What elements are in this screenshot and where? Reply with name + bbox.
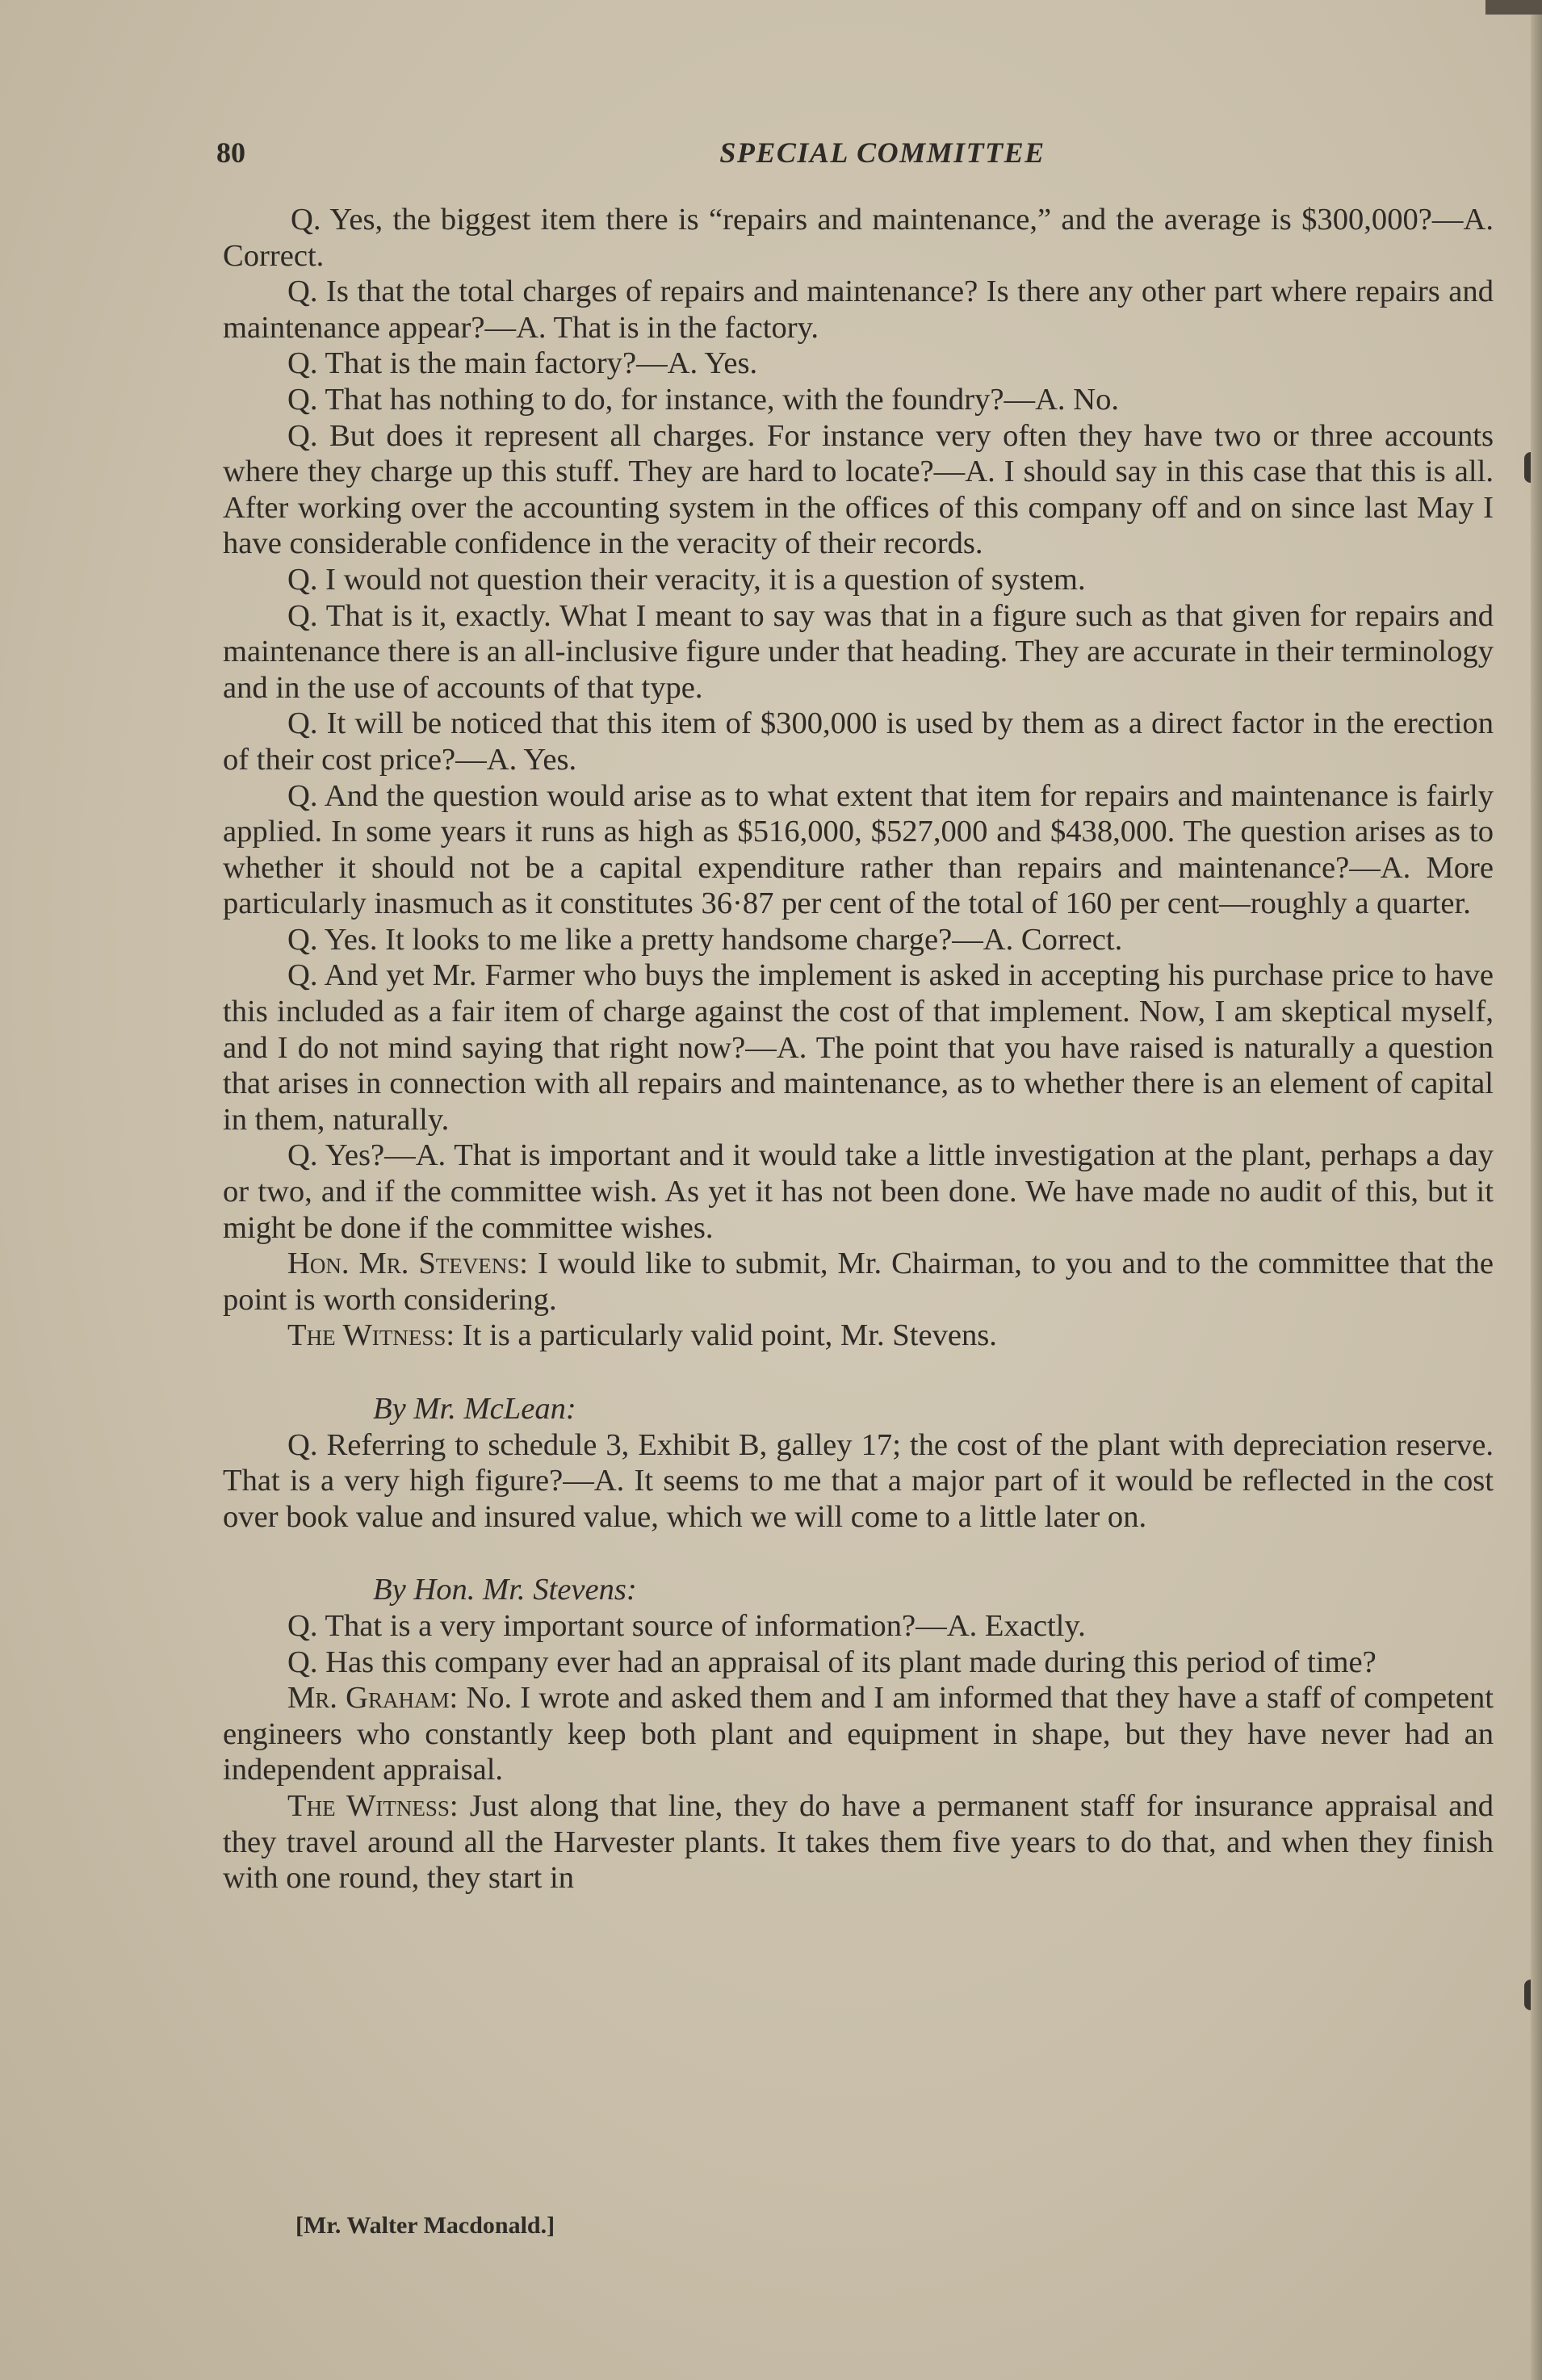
transcript-paragraph: Q. That is the main factory?—A. Yes. [287,346,758,381]
page-header [216,136,1492,176]
speech-text: Just along that line, they do have a permanent staff for insurance appraisal and they travel around all the Harvester plants. It takes them five years to do that, and when they finish with one round, they start in [223,1788,1494,1896]
transcript-paragraph: Q. Is that the total charges of repairs and maintenance? Is there any other part where repairs and maintenance appear?—A. That is in the factory. [223,274,1494,345]
binding-tab-mark [1524,1980,1531,2010]
transcript-paragraph: Q. And the question would arise as to what extent that item for repairs and maintenance is fairly applied. In some years it runs as high as $516,000, $527,000 and $438,000. The question arises as to whether it should not be a capital expenditure rather than repairs and maintenance?—A. More particularly inasmuch as it constitutes 36·87 per cent of the total of 160 per cent—roughly a quarter. [223,778,1494,921]
speaker-name: Mr. Graham: [287,1681,459,1716]
transcript-paragraph: Q. That has nothing to do, for instance, with the foundry?—A. No. [287,382,1120,417]
page-number: 80 [216,136,245,169]
examiner-heading: By Hon. Mr. Stevens: [373,1573,637,1607]
transcript-paragraph: Q. That is it, exactly. What I meant to say was that in a figure such as that given for repairs and maintenance there is an all-inclusive figure under that heading. They are accurate in their terminology and in the use of accounts of that type. [223,598,1494,705]
transcript-paragraph: Q. Yes, the biggest item there is “repairs and maintenance,” and the average is $300,000?—A. Correct. [223,203,1494,273]
speech-witness [223,1318,1494,1354]
examiner-heading: By Mr. McLean: [373,1392,576,1426]
transcript-paragraph: Q. Referring to schedule 3, Exhibit B, galley 17; the cost of the plant with depreciation reserve. That is a very high figure?—A. It seems to me that a major part of it would be reflected in the cost over book value and insured value, which we will come to a little later on. [223,1427,1494,1534]
speech-graham [223,1680,1494,1788]
page-edge [1531,0,1542,2380]
speech-stevens [223,1246,1494,1318]
transcript-paragraph: Q. I would not question their veracity, it is a question of system. [287,562,1086,597]
speaker-name: The Witness: [287,1788,459,1823]
transcript-paragraph: Q. Has this company ever had an appraisal of its plant made during this period of time? [287,1645,1376,1679]
speech-witness [223,1788,1494,1896]
speech-text: No. I wrote and asked them and I am informed that they have a staff of competent engineers who constantly keep both plant and equipment in shape, but they have never had an independent appraisal. [223,1681,1494,1787]
transcript-paragraph: Q. But does it represent all charges. For instance very often they have two or three accounts where they charge up this stuff. They are hard to locate?—A. I should say in this case that this is all. After working over the accounting system in the offices of this company off and on since last May I have considerable confidence in the veracity of their records. [223,418,1494,561]
transcript-paragraph: Q. Yes?—A. That is important and it would take a little investigation at the plant, perhaps a day or two, and if the committee wish. As yet it has not been done. We have made no audit of this, but it might be done if the committee wishes. [223,1138,1494,1245]
transcript-paragraph: Q. Yes. It looks to me like a pretty handsome charge?—A. Correct. [287,922,1123,957]
transcript-paragraph: Q. That is a very important source of information?—A. Exactly. [287,1608,1086,1643]
transcript-paragraph: Q. It will be noticed that this item of $300,000 is used by them as a direct factor in the erection of their cost price?—A. Yes. [223,706,1494,777]
speaker-name: The Witness: [287,1318,455,1353]
page-corner-shadow [1485,0,1542,15]
running-title: SPECIAL COMMITTEE [719,136,1045,169]
binding-tab-mark [1524,452,1531,483]
speech-text: I would like to submit, Mr. Chairman, to you and to the committee that the point is worth considering. [223,1247,1494,1317]
speech-text: It is a particularly valid point, Mr. Stevens. [455,1318,997,1353]
transcript-paragraph: Q. And yet Mr. Farmer who buys the implement is asked in accepting his purchase price to have this included as a fair item of charge against the cost of that implement. Now, I am skeptical myself, and I do not mind saying that right now?—A. The point that you have raised is naturally a question that arises in connection with all repairs and maintenance, as to whether there is an element of capital in them, naturally. [223,958,1494,1137]
transcript-body [223,202,1494,1896]
speaker-name: Hon. Mr. Stevens: [287,1247,529,1281]
witness-footer-note: [Mr. Walter Macdonald.] [295,2212,555,2239]
